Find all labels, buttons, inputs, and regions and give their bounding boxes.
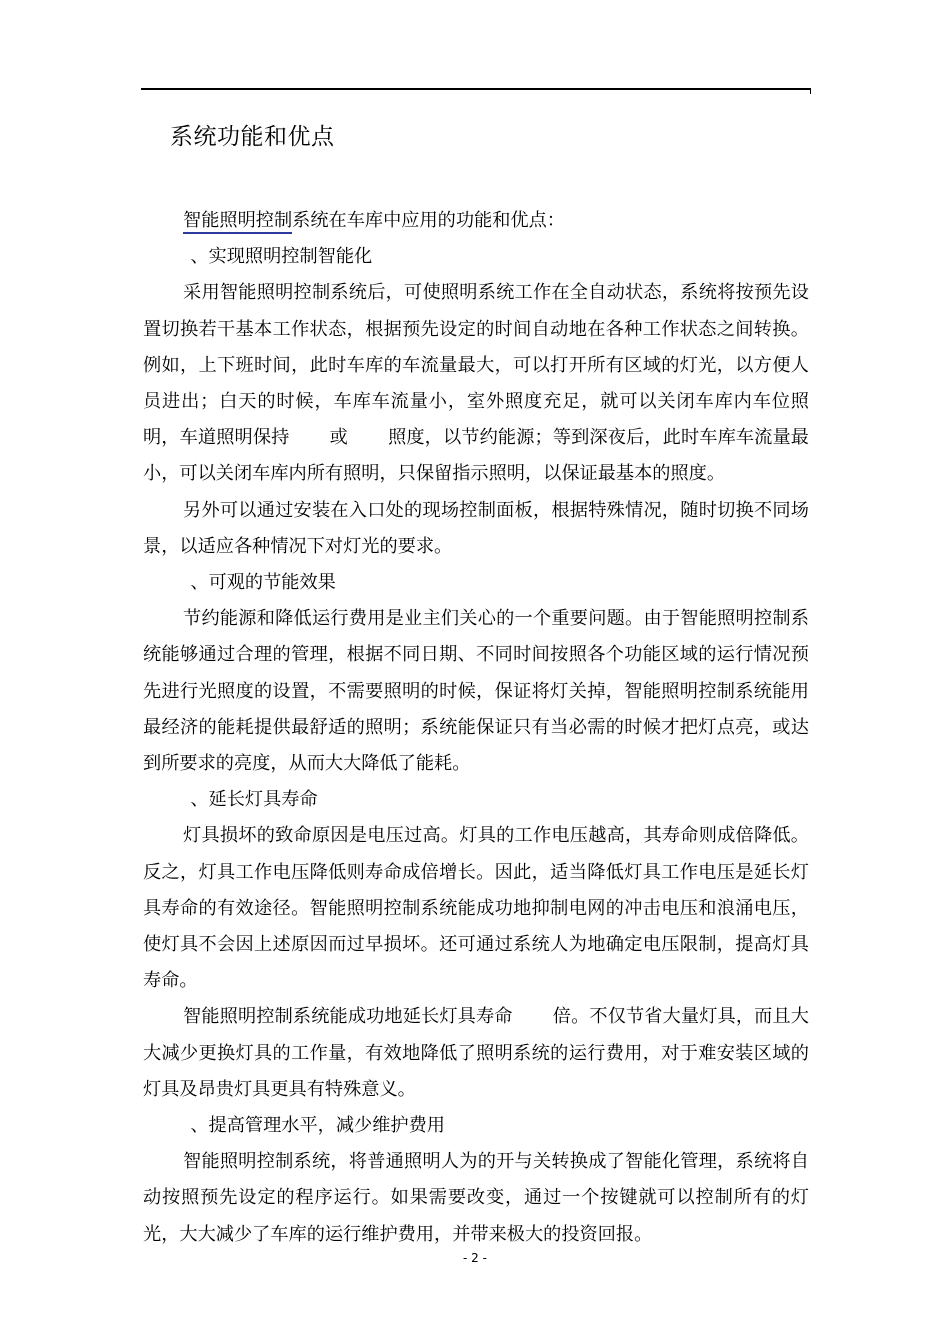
item-heading-1: 、实现照明控制智能化: [190, 246, 373, 268]
item-3-paragraph-1: 灯具损坏的致命原因是电压过高。灯具的工作电压越高，其寿命则成倍降低。反之，灯具工作电压降低则寿命成倍增长。因此，适当降低灯具工作电压是延长灯具寿命的有效途径。智能照明控制系统能成功地抑制电网的冲击电压和浪涌电压，使灯具不会因上述原因而过早损坏。还可通过系统人为地确定电压限制，提高灯具寿命。: [143, 825, 809, 992]
item-heading-3: 、延长灯具寿命: [190, 789, 318, 811]
page-number: - 2 -: [463, 1251, 487, 1265]
item-heading-4: 、提高管理水平，减少维护费用: [190, 1115, 445, 1137]
section-title: 系统功能和优点: [170, 124, 335, 150]
item-1-paragraph-2: 另外可以通过安装在入口处的现场控制面板，根据特殊情况，随时切换不同场景，以适应各种情况下对灯光的要求。: [143, 499, 809, 557]
item-heading-2: 、可观的节能效果: [190, 572, 336, 594]
item-3-paragraph-2: 智能照明控制系统能成功地延长灯具寿命 倍。不仅节省大量灯具，而且大大减少更换灯具的工作量，有效地降低了照明系统的运行费用，对于难安装区域的灯具及昂贵灯具更具有特殊意义。: [143, 1006, 809, 1100]
intro-rest: 系统在车库中应用的功能和优点：: [292, 210, 565, 231]
intro-underlined-term: 智能照明控制: [183, 210, 292, 234]
intro-paragraph: [143, 203, 809, 239]
item-4-paragraph-1: 智能照明控制系统，将普通照明人为的开与关转换成了智能化管理，系统将自动按照预先设定的程序运行。如果需要改变，通过一个按键就可以控制所有的灯光，大大减少了车库的运行维护费用，并带来极大的投资回报。: [143, 1151, 809, 1245]
body-text: [143, 203, 809, 1253]
header-rule: [141, 88, 811, 90]
item-1-paragraph-1: 采用智能照明控制系统后，可使照明系统工作在全自动状态，系统将按预先设置切换若干基本工作状态，根据预先设定的时间自动地在各种工作状态之间转换。例如，上下班时间，此时车库的车流量最大，可以打开所有区域的灯光，以方便人员进出；白天的时候，车库车流量小，室外照度充足，就可以关闭车库内车位照明，车道照明保持 或 照度，以节约能源；等到深夜后，此时车库车流量最小，可以关闭车库内所有照明，只保留指示照明，以保证最基本的照度。: [143, 282, 809, 485]
item-2-paragraph-1: 节约能源和降低运行费用是业主们关心的一个重要问题。由于智能照明控制系统能够通过合理的管理，根据不同日期、不同时间按照各个功能区域的运行情况预先进行光照度的设置，不需要照明的时候，保证将灯关掉，智能照明控制系统能用最经济的能耗提供最舒适的照明；系统能保证只有当必需的时候才把灯点亮，或达到所要求的亮度，从而大大降低了能耗。: [143, 608, 809, 775]
